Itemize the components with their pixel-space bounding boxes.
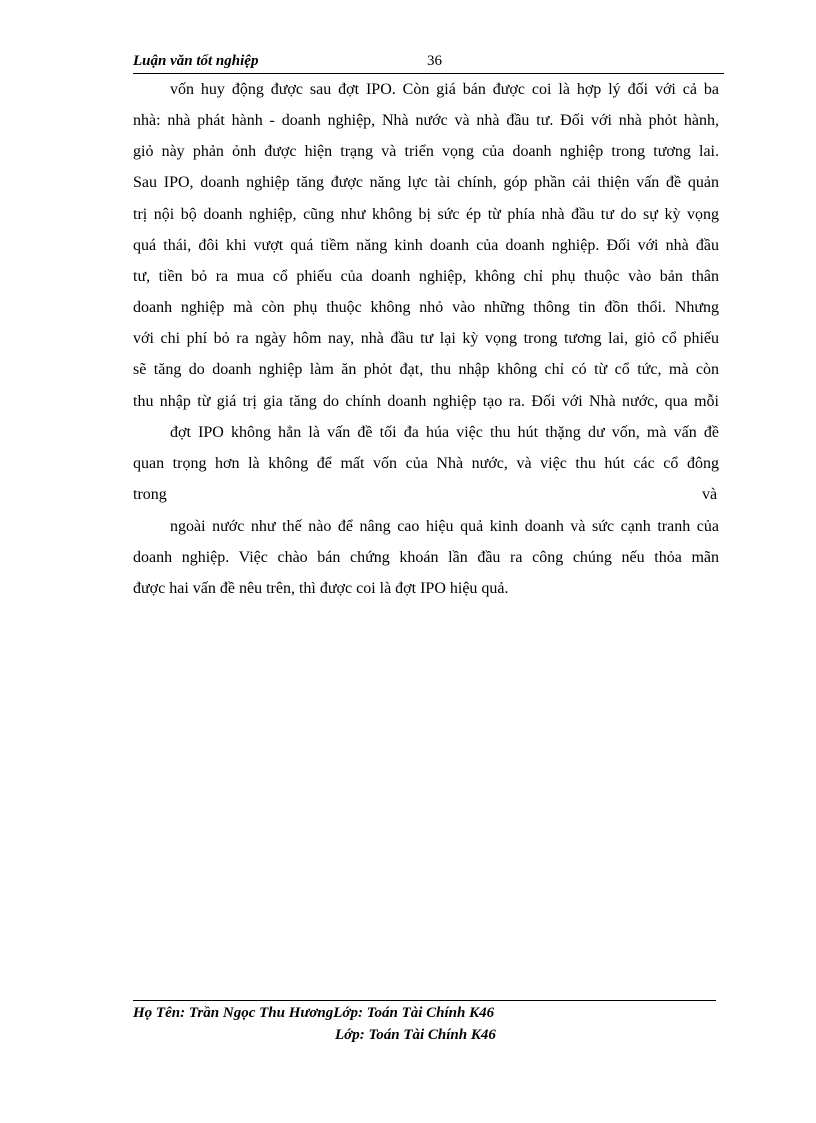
paragraph-line: trị nội bộ doanh nghiệp, cũng như không bị sức ép từ phía nhà đầu tư do sự kỳ vọng (133, 206, 719, 223)
paragraph-line: quá thái, đôi khi vượt quá tiềm năng kinh doanh của doanh nghiệp. Đối với nhà đầu (133, 237, 719, 254)
paragraph-line: với chi phí bỏ ra ngày hôm nay, nhà đầu tư lại kỳ vọng trong tương lai, giỏ cổ phiếu (133, 330, 719, 347)
paragraph-line: thu nhập từ giá trị gia tăng do chính doanh nghiệp tạo ra. Đối với Nhà nước, qua mỗi (133, 393, 719, 410)
paragraph-line: đợt IPO không hẳn là vấn đề tối đa húa việc thu hút thặng dư vốn, mà vấn đề (170, 424, 719, 441)
paragraph-line: doanh nghiệp. Việc chào bán chứng khoán lần đầu ra công chúng nếu thỏa mãn (133, 549, 719, 566)
header-title: Luận văn tốt nghiệp (133, 53, 259, 69)
page-footer (133, 1000, 716, 1043)
footer-class: Lớp: Toán Tài Chính K46 (335, 1027, 496, 1043)
paragraph-line: vốn huy động được sau đợt IPO. Còn giá bán được coi là hợp lý đối với cả ba (170, 81, 719, 98)
paragraph-line: tư, tiền bỏ ra mua cổ phiếu của doanh nghiệp, không chỉ phụ thuộc vào bản thân (133, 268, 719, 285)
paragraph-line: quan trọng hơn là không để mất vốn của Nhà nước, và việc thu hút các cổ đông (133, 455, 719, 472)
paragraph-line: nhà: nhà phát hành - doanh nghiệp, Nhà nước và nhà đầu tư. Đối với nhà phỏt hành, (133, 112, 719, 129)
page-header (133, 52, 724, 74)
paragraph-line: và (702, 486, 718, 503)
paragraph-line: trong (133, 486, 167, 503)
paragraph-line: được hai vấn đề nêu trên, thì được coi là đợt IPO hiệu quả. (133, 580, 509, 597)
paragraph-line: doanh nghiệp mà còn phụ thuộc không nhỏ vào những thông tin đồn thổi. Nhưng (133, 299, 719, 316)
page-number: 36 (427, 53, 442, 69)
paragraph-line: Sau IPO, doanh nghiệp tăng được năng lực tài chính, góp phần cải thiện vấn đề quản (133, 174, 719, 191)
paragraph-line: giỏ này phản ỏnh được hiện trạng và triển vọng của doanh nghiệp trong tương lai. (133, 143, 719, 160)
footer-author: Họ Tên: Trần Ngọc Thu HươngLớp: Toán Tài Chính K46 (133, 1005, 495, 1021)
paragraph-line: ngoài nước như thế nào để nâng cao hiệu quả kinh doanh và sức cạnh tranh của (170, 518, 719, 535)
paragraph-line: sẽ tăng do doanh nghiệp làm ăn phỏt đạt, thu nhập không chỉ có từ cổ tức, mà còn (133, 361, 719, 378)
